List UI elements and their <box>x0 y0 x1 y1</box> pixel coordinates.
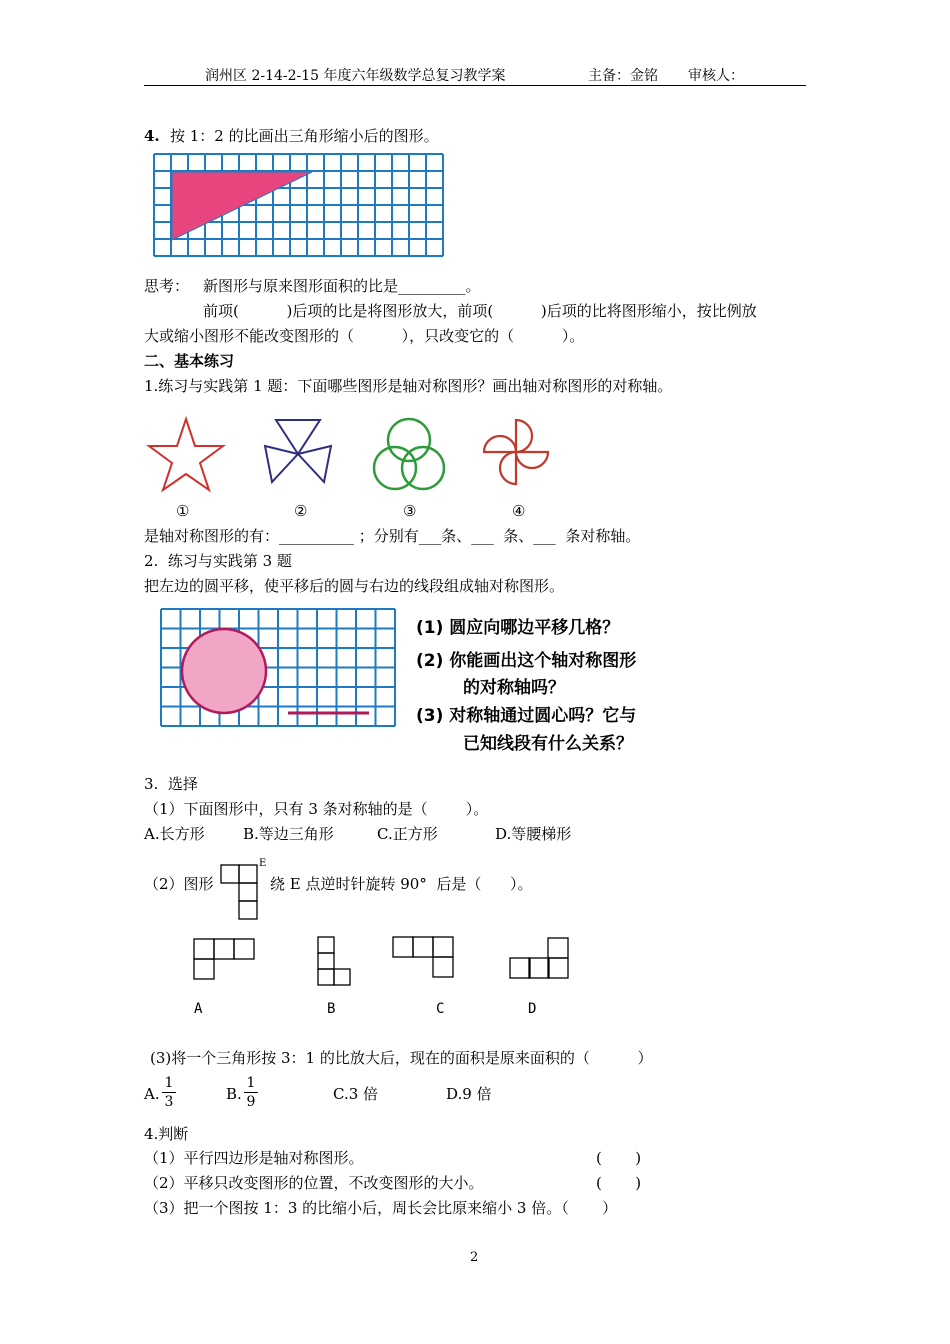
q4j-paren1: ( ) <box>596 1149 642 1167</box>
option-c-label: C <box>436 1001 445 1017</box>
shape-label-2: ② <box>294 502 308 520</box>
q4-number: 4. <box>144 127 160 145</box>
q3-sub3-c: C.3 倍 <box>333 1085 379 1103</box>
fraction-a-numerator: 1 <box>164 1075 174 1091</box>
fraction-b-denominator: 9 <box>246 1094 256 1110</box>
think-para2: 大或缩小图形不能改变图形的（ ），只改变它的（ ）。 <box>144 327 585 345</box>
option-b-shape <box>316 935 356 987</box>
q3-sub2-suffix: 绕 E 点逆时针旋转 90° 后是（ ）。 <box>270 875 533 893</box>
ex1-text: 1.练习与实践第 1 题：下面哪些图形是轴对称图形？画出轴对称图形的对称轴。 <box>144 377 673 395</box>
think-label: 思考： <box>144 277 190 295</box>
circle-grid <box>158 606 396 736</box>
option-a-shape <box>192 937 256 983</box>
q4-text: 按 1：2 的比画出三角形缩小后的图形。 <box>170 127 439 145</box>
q3-opt-c: C.正方形 <box>377 825 438 843</box>
triangle-grid <box>150 150 454 262</box>
q4j-item2: （2）平移只改变图形的位置，不改变图形的大小。 <box>144 1174 484 1192</box>
fraction-one-ninth <box>244 1075 258 1110</box>
option-c-shape <box>391 935 455 979</box>
shape-label-1: ① <box>176 502 190 520</box>
q3-opt-a: A.长方形 <box>144 825 205 843</box>
ex2-q3a: (3) 对称轴通过圆心吗？它与 <box>416 706 637 726</box>
fraction-one-third <box>162 1075 176 1110</box>
ex1-answer: 是轴对称图形的有：__________ ；分别有___条、___ 条、___ 条对称轴。 <box>144 527 641 545</box>
q3-sub3-a-prefix: A. <box>144 1085 160 1103</box>
rotation-shape <box>220 862 266 920</box>
star-icon <box>146 414 226 494</box>
ex2-q2a: (2) 你能画出这个轴对称图形 <box>416 651 637 671</box>
q4j-item1: （1）平行四边形是轴对称图形。 <box>144 1149 364 1167</box>
q3-opt-d: D.等腰梯形 <box>495 825 572 843</box>
q4j-paren2: ( ) <box>596 1174 642 1192</box>
option-b-label: B <box>327 1001 336 1017</box>
fraction-a-denominator: 3 <box>164 1094 174 1110</box>
option-d-shape <box>508 936 572 980</box>
header-reviewer: 审核人： <box>688 68 744 84</box>
q3-opt-b: B.等边三角形 <box>243 825 334 843</box>
q3-sub3-b-prefix: B. <box>226 1085 242 1103</box>
ex2-text: 把左边的圆平移，使平移后的圆与右边的线段组成轴对称图形。 <box>144 577 565 595</box>
q3-sub3: (3)将一个三角形按 3：1 的比放大后，现在的面积是原来面积的（ ） <box>150 1049 653 1067</box>
header-author: 主备：金铭 <box>588 68 658 84</box>
point-e-label: E <box>259 858 267 869</box>
q4j-item3: （3）把一个图按 1：3 的比缩小后，周长会比原来缩小 3 倍。（ ） <box>144 1199 618 1217</box>
ex2-q2b: 的对称轴吗？ <box>463 678 565 698</box>
option-a-label: A <box>194 1001 203 1017</box>
header-rule <box>144 85 806 86</box>
ex2-title: 2. 练习与实践第 3 题 <box>144 552 292 570</box>
shape-label-4: ④ <box>512 502 526 520</box>
q4j-title: 4.判断 <box>144 1125 189 1143</box>
section2-title: 二、基本练习 <box>144 352 235 370</box>
ex2-q1: (1) 圆应向哪边平移几格？ <box>416 618 620 638</box>
q3-sub3-d: D.9 倍 <box>446 1085 492 1103</box>
pinwheel-icon <box>478 414 554 490</box>
q3-sub1: （1）下面图形中，只有 3 条对称轴的是（ ）。 <box>144 800 489 818</box>
think-text: 新图形与原来图形面积的比是_________。 <box>203 277 481 295</box>
header-title: 润州区 2-14-2-15 年度六年级数学总复习教学案 <box>205 68 506 84</box>
page-number: 2 <box>470 1250 479 1265</box>
option-d-label: D <box>528 1001 537 1017</box>
pink-circle <box>182 629 266 713</box>
bowtie-icon <box>262 414 338 490</box>
q3-title: 3. 选择 <box>144 775 198 793</box>
shape-label-3: ③ <box>403 502 417 520</box>
ex2-q3b: 已知线段有什么关系？ <box>463 734 633 754</box>
think-para1: 前项( )后项的比是将图形放大，前项( )后项的比将图形缩小，按比例放 <box>203 302 757 320</box>
fraction-b-numerator: 1 <box>246 1075 256 1091</box>
rings-icon <box>370 416 448 496</box>
q3-sub2-prefix: （2）图形 <box>144 875 214 893</box>
